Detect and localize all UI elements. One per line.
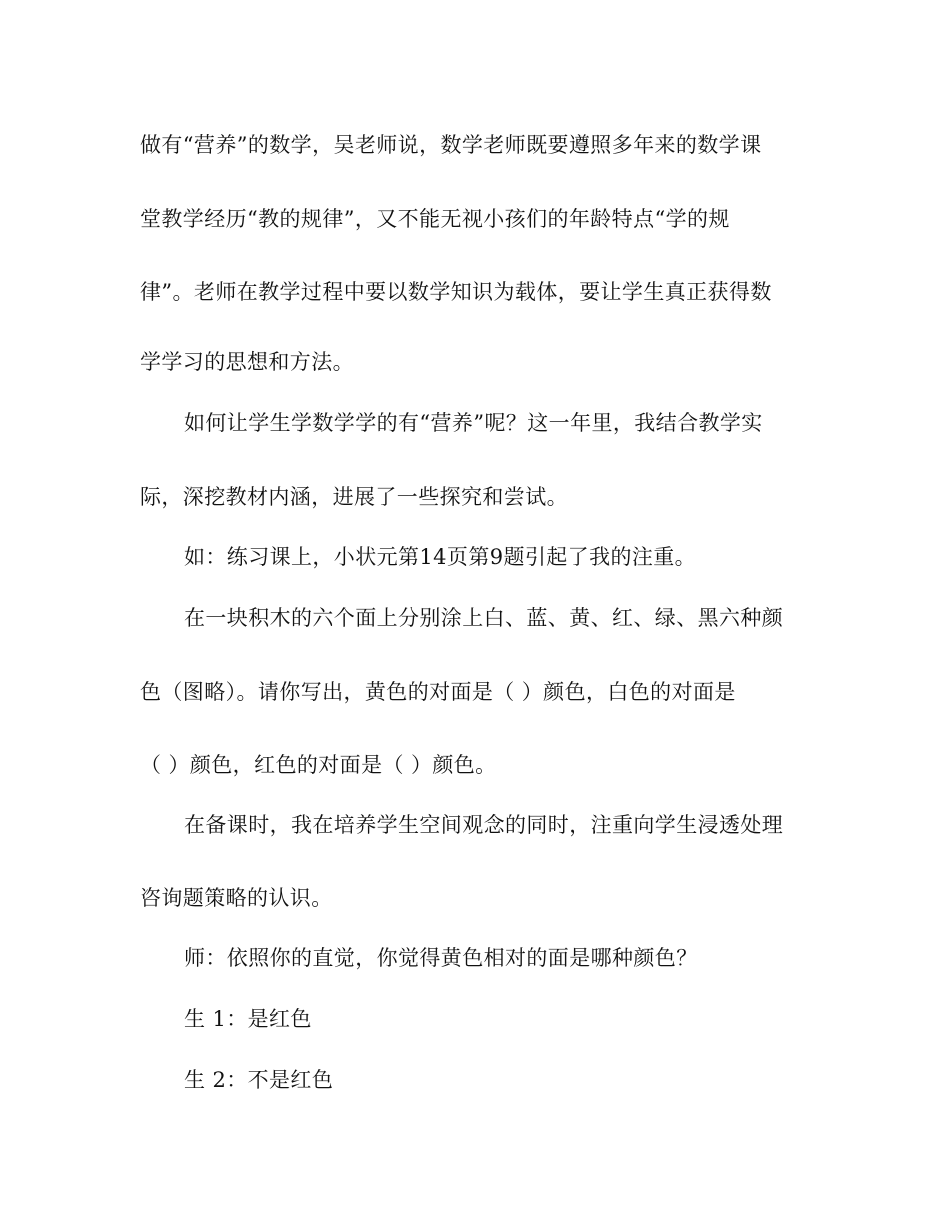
paragraph-line-7: 如：练习课上，小状元第14页第9题引起了我的注重。: [184, 545, 697, 569]
paragraph-line-10: （ ）颜色，红色的对面是（ ）颜色。: [140, 753, 497, 777]
paragraph-line-3: 律”。老师在教学过程中要以数学知识为载体，要让学生真正获得数: [140, 280, 772, 304]
paragraph-line-12: 咨询题策略的认识。: [140, 886, 333, 910]
paragraph-line-1: 做有“营养”的数学，吴老师说，数学老师既要遵照多年来的数学课: [140, 133, 762, 157]
paragraph-line-8: 在一块积木的六个面上分别涂上白、蓝、黄、红、绿、黑六种颜: [184, 606, 784, 630]
paragraph-line-5: 如何让学生学数学学的有“营养”呢？这一年里，我结合教学实: [184, 411, 763, 435]
paragraph-line-14: 生 1：是红色: [184, 1007, 312, 1031]
paragraph-line-4: 学学习的思想和方法。: [140, 350, 354, 374]
paragraph-line-6: 际，深挖教材内涵，进展了一些探究和尝试。: [140, 485, 568, 509]
paragraph-line-2: 堂教学经历“教的规律”，又不能无视小孩们的年龄特点“学的规: [140, 207, 730, 231]
paragraph-line-11: 在备课时，我在培养学生空间观念的同时，注重向学生浸透处理: [184, 813, 784, 837]
paragraph-line-15: 生 2：不是红色: [184, 1068, 334, 1092]
paragraph-line-9: 色（图略）。请你写出，黄色的对面是（ ）颜色，白色的对面是: [140, 680, 736, 704]
paragraph-line-13: 师：依照你的直觉，你觉得黄色相对的面是哪种颜色？: [184, 946, 698, 970]
